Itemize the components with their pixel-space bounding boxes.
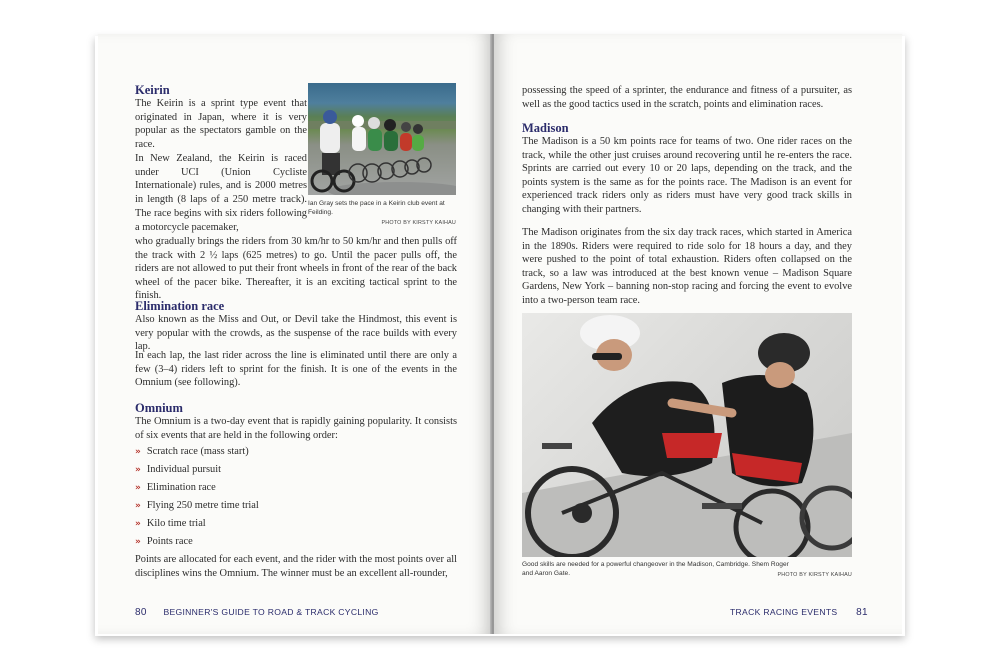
list-item: » Elimination race	[135, 482, 216, 493]
chevron-right-icon: »	[135, 519, 141, 529]
cyclists-illustration	[308, 83, 456, 195]
chevron-right-icon: »	[135, 447, 141, 457]
omnium-event-list	[135, 443, 457, 551]
heading-elimination-race: Elimination race	[135, 299, 225, 313]
running-title: TRACK RACING EVENTS	[730, 607, 838, 617]
page-number: 80	[135, 607, 147, 618]
madison-paragraph-1: The Madison is a 50 km points race for teams of two. One rider races on the track, while the other just cruises around recovering until he re-enters the race. Sprints are carried out every 10 or 20 laps, depending on the track, and the points system is the same as for the points race. The Madison is an event for experienced track riders only as riders must have very good track skills in changing with their partners.	[522, 136, 852, 215]
keirin-photo-credit: PHOTO BY KIRSTY KAIHAU	[381, 220, 456, 226]
continued-paragraph: possessing the speed of a sprinter, the endurance and fitness of a pursuiter, as well as the good tactics used in the scratch, points and elimination races.	[522, 85, 852, 110]
madison-changeover-illustration	[522, 313, 852, 557]
omnium-paragraph-2: Points are allocated for each event, and the rider with the most points over all disciplines wins the Omnium. The winner must be an excellent all-rounder,	[135, 554, 457, 579]
list-item: » Kilo time trial	[135, 518, 206, 529]
heading-omnium: Omnium	[135, 401, 183, 415]
right-page	[494, 34, 902, 634]
keirin-paragraph-2b: who gradually brings the riders from 30 km/hr to 50 km/hr and then pulls off the track with 2 ½ laps (625 metres) to go. Until the pacer pulls off, the riders are not allowed to put their front wheels in front of the rear of the back wheel of the pacer bike. Thereafter, it is an exciting tactical sprint to the finish.	[135, 236, 457, 302]
elimination-paragraph-1: Also known as the Miss and Out, or Devil take the Hindmost, this event is very popular with the crowds, as the suspense of the race builds with every lap.	[135, 314, 457, 353]
right-footer	[730, 607, 868, 618]
omnium-paragraph-1: The Omnium is a two-day event that is rapidly gaining popularity. It consists of six events that are held in the following order:	[135, 416, 457, 441]
elimination-paragraph-2: In each lap, the last rider across the line is eliminated until there are only a few (3–4) riders left to sprint for the finish. It is one of the events in the Omnium (see following).	[135, 350, 457, 389]
list-item: » Individual pursuit	[135, 464, 221, 475]
keirin-photo-caption: Ian Gray sets the pace in a Keirin club event at Feilding.	[308, 200, 445, 216]
open-book	[98, 34, 902, 634]
keirin-photo	[308, 83, 456, 195]
list-item: » Flying 250 metre time trial	[135, 500, 259, 511]
list-item: » Points race	[135, 536, 193, 547]
madison-photo	[522, 313, 852, 557]
madison-photo-caption: Good skills are needed for a powerful changeover in the Madison, Cambridge. Shem Roger and Aaron Gate.	[522, 561, 789, 577]
page-number: 81	[856, 607, 868, 618]
list-item: » Scratch race (mass start)	[135, 446, 249, 457]
left-footer	[135, 607, 379, 618]
left-page	[98, 34, 492, 634]
chevron-right-icon: »	[135, 537, 141, 547]
heading-madison: Madison	[522, 121, 569, 135]
chevron-right-icon: »	[135, 501, 141, 511]
chevron-right-icon: »	[135, 465, 141, 475]
madison-paragraph-2: The Madison originates from the six day track races, which started in America in the 1890s. Riders were required to ride solo for 18 hours a day, and they were pushed to the point of total exhaustion. Riders often collapsed on the track, so a law was introduced at the best known venue – Madison Square Gardens, New York – banning non-stop racing and forcing the event to evolve into a two-person team race.	[522, 227, 852, 306]
keirin-paragraph-1: The Keirin is a sprint type event that originated in Japan, where it is very popular as the spectators gamble on the race.	[135, 98, 307, 150]
madison-photo-credit: PHOTO BY KIRSTY KAIHAU	[777, 572, 852, 578]
heading-keirin: Keirin	[135, 83, 170, 97]
chevron-right-icon: »	[135, 483, 141, 493]
running-title: BEGINNER'S GUIDE TO ROAD & TRACK CYCLING	[163, 607, 379, 617]
keirin-paragraph-2a: In New Zealand, the Keirin is raced under UCI (Union Cycliste Internationale) rules, and is 2000 metres in length (8 laps of a 250 metre track). The race begins with six riders following a motorcycle pacemaker,	[135, 153, 307, 233]
